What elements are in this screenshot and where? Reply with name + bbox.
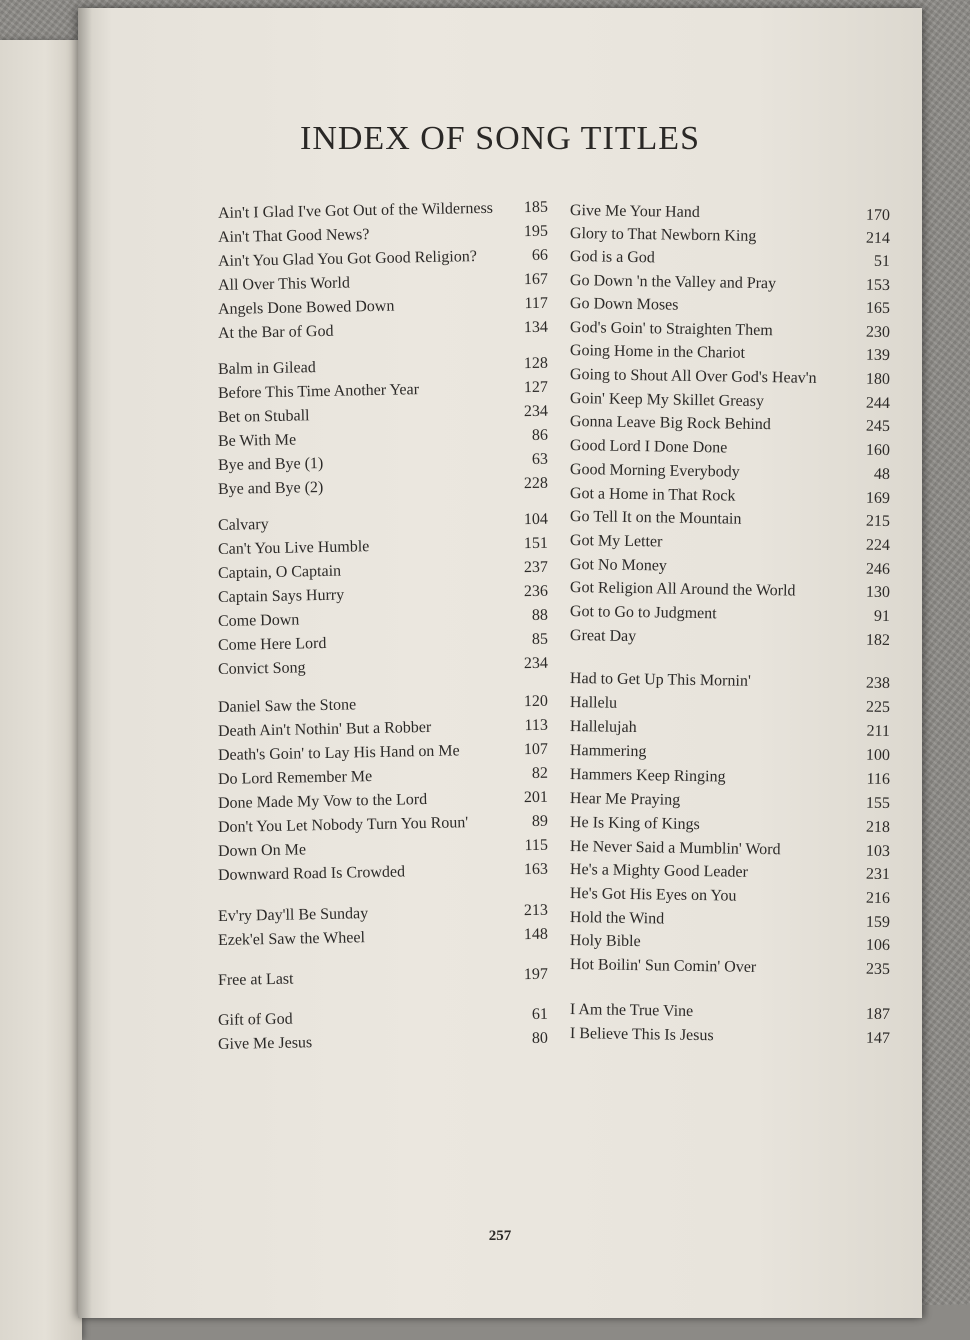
song-title: Had to Get Up This Mornin' — [569, 670, 751, 690]
song-title: Got to Go to Judgment — [569, 603, 717, 623]
song-page: 116 — [866, 770, 891, 789]
song-page: 103 — [865, 842, 891, 861]
song-page: 170 — [865, 206, 891, 225]
song-page: 216 — [865, 889, 891, 908]
index-entry — [570, 716, 890, 743]
song-page: 159 — [865, 913, 891, 932]
song-title: Balm in Gilead — [217, 359, 316, 378]
song-page: 127 — [523, 378, 549, 397]
song-title: Gonna Leave Big Rock Behind — [569, 413, 771, 434]
song-title: Good Morning Everybody — [569, 461, 740, 481]
song-title: Come Here Lord — [217, 634, 327, 654]
song-title: God's Goin' to Straighten Them — [569, 319, 773, 340]
page-title: INDEX OF SONG TITLES — [300, 120, 700, 157]
song-page: 130 — [865, 583, 891, 602]
index-entry — [570, 459, 890, 486]
song-title: Done Made My Vow to the Lord — [217, 790, 428, 812]
song-page: 148 — [523, 925, 549, 944]
song-title: Daniel Saw the Stone — [217, 696, 357, 716]
song-title: Free at Last — [217, 970, 294, 989]
song-page: 197 — [523, 965, 549, 984]
song-page: 66 — [531, 246, 549, 264]
song-title: Hallelu — [569, 694, 618, 712]
song-page: 224 — [865, 536, 891, 555]
song-title: Got My Letter — [569, 532, 663, 551]
song-title: Ain't I Glad I've Got Out of the Wilderness — [217, 199, 494, 222]
song-page: 88 — [531, 606, 549, 624]
song-page: 155 — [865, 794, 891, 813]
song-page: 61 — [531, 1005, 549, 1023]
song-title: Hold the Wind — [569, 909, 665, 928]
song-title: Got No Money — [569, 556, 668, 575]
song-page: 238 — [865, 674, 891, 693]
song-page: 213 — [523, 901, 549, 920]
song-page: 228 — [523, 474, 549, 493]
song-title: Great Day — [569, 627, 637, 646]
song-title: Ain't You Glad You Got Good Religion? — [217, 248, 478, 270]
song-page: 201 — [523, 788, 549, 807]
song-title: I Believe This Is Jesus — [569, 1025, 714, 1045]
song-title: Angels Done Bowed Down — [217, 297, 395, 318]
song-title: Before This Time Another Year — [217, 381, 420, 402]
song-title: He's a Mighty Good Leader — [569, 861, 749, 881]
song-title: Ezek'el Saw the Wheel — [217, 929, 366, 949]
page-number: 257 — [488, 1228, 512, 1244]
song-title: Going to Shout All Over God's Heav'n — [569, 366, 817, 387]
song-title: Death Ain't Nothin' But a Robber — [217, 718, 432, 740]
song-title: Go Tell It on the Mountain — [569, 508, 742, 528]
song-title: He Never Said a Mumblin' Word — [569, 838, 781, 859]
song-page: 231 — [865, 865, 891, 884]
song-page: 120 — [523, 692, 549, 711]
song-title: Hammering — [569, 742, 647, 761]
song-page: 89 — [531, 812, 549, 830]
index-entry — [570, 625, 890, 652]
index-entry — [570, 530, 890, 557]
song-page: 195 — [523, 222, 549, 241]
index-entry — [570, 764, 890, 791]
index-entry — [570, 293, 890, 320]
song-title: Good Lord I Done Done — [569, 437, 728, 457]
index-entry — [218, 653, 548, 681]
index-entry — [570, 954, 890, 981]
song-page: 80 — [531, 1029, 549, 1047]
song-title: He's Got His Eyes on You — [569, 885, 737, 905]
song-title: Going Home in the Chariot — [569, 342, 746, 362]
song-page: 115 — [524, 836, 549, 855]
song-page: 100 — [865, 746, 891, 765]
song-title: Gift of God — [217, 1010, 293, 1029]
index-entry — [218, 317, 548, 345]
song-title: Down On Me — [217, 841, 307, 860]
song-title: Calvary — [217, 516, 269, 534]
song-page: 153 — [865, 276, 891, 295]
song-page: 237 — [523, 558, 549, 577]
song-page: 85 — [531, 630, 549, 648]
song-page: 180 — [865, 370, 891, 389]
song-title: Holy Bible — [569, 932, 641, 951]
song-page: 113 — [524, 716, 549, 735]
song-page: 218 — [865, 818, 891, 837]
index-entry — [570, 601, 890, 628]
song-title: Hallelujah — [569, 718, 637, 737]
song-title: Bye and Bye (2) — [217, 478, 324, 498]
index-entry — [218, 1028, 548, 1056]
book-page — [78, 8, 922, 1318]
left-page-edge — [0, 40, 82, 1340]
index-entry — [570, 506, 890, 533]
song-page: 128 — [523, 354, 549, 373]
song-title: Bye and Bye (1) — [217, 454, 324, 474]
index-entry — [570, 411, 890, 438]
index-entry — [570, 435, 890, 462]
song-title: Bet on Stuball — [217, 407, 310, 426]
song-title: Captain Says Hurry — [217, 586, 345, 606]
song-title: Hammers Keep Ringing — [569, 766, 726, 786]
index-entry — [570, 859, 890, 886]
song-title: At the Bar of God — [217, 322, 334, 342]
song-page: 167 — [523, 270, 549, 289]
song-page: 134 — [523, 318, 549, 337]
song-page: 187 — [865, 1005, 891, 1024]
index-entry — [570, 999, 890, 1026]
song-page: 51 — [873, 252, 891, 271]
song-page: 151 — [523, 534, 549, 553]
song-page: 211 — [866, 722, 891, 741]
song-page: 234 — [523, 654, 549, 673]
song-page: 117 — [524, 294, 549, 313]
index-entry — [570, 364, 890, 391]
index-entry — [570, 930, 890, 957]
index-entry — [218, 473, 548, 501]
song-page: 82 — [531, 764, 549, 782]
song-title: Go Down Moses — [569, 295, 679, 314]
song-title: Captain, O Captain — [217, 562, 342, 582]
song-page: 63 — [531, 450, 549, 468]
song-page: 169 — [865, 489, 891, 508]
song-title: Downward Road Is Crowded — [217, 863, 406, 884]
song-title: All Over This World — [217, 274, 351, 294]
song-title: He Is King of Kings — [569, 814, 700, 834]
index-entry — [570, 812, 890, 839]
song-page: 235 — [865, 960, 891, 979]
song-page: 215 — [865, 512, 891, 531]
song-page: 163 — [523, 860, 549, 879]
song-page: 48 — [873, 465, 891, 484]
index-entry — [218, 964, 548, 992]
index-entry — [570, 883, 890, 910]
song-title: Give Me Jesus — [217, 1034, 313, 1053]
index-entry — [570, 246, 890, 273]
index-entry — [570, 577, 890, 604]
song-title: Do Lord Remember Me — [217, 768, 373, 788]
song-title: God is a God — [569, 248, 656, 267]
song-title: Be With Me — [217, 431, 297, 450]
spine-shadow — [78, 8, 92, 1318]
song-title: Ev'ry Day'll Be Sunday — [217, 905, 369, 925]
song-title: Come Down — [217, 611, 300, 630]
index-entry — [570, 1023, 890, 1050]
song-page: 214 — [865, 229, 891, 248]
index-entry — [570, 340, 890, 367]
song-page: 236 — [523, 582, 549, 601]
song-title: Ain't That Good News? — [217, 226, 370, 246]
song-page: 139 — [865, 346, 891, 365]
song-page: 225 — [865, 698, 891, 717]
song-page: 104 — [523, 510, 549, 529]
song-page: 234 — [523, 402, 549, 421]
song-page: 165 — [865, 299, 891, 318]
song-title: Goin' Keep My Skillet Greasy — [569, 390, 765, 411]
song-page: 86 — [531, 426, 549, 444]
index-entry — [570, 740, 890, 767]
song-title: Convict Song — [217, 659, 306, 678]
index-entry — [570, 788, 890, 815]
song-page: 230 — [865, 323, 891, 342]
song-title: Can't You Live Humble — [217, 538, 370, 558]
index-entry — [570, 668, 890, 695]
song-page: 91 — [873, 607, 891, 626]
song-page: 107 — [523, 740, 549, 759]
song-page: 246 — [865, 560, 891, 579]
index-entry — [570, 692, 890, 719]
song-title: Death's Goin' to Lay His Hand on Me — [217, 742, 460, 764]
song-page: 185 — [523, 198, 549, 217]
song-title: Hot Boilin' Sun Comin' Over — [569, 956, 757, 976]
song-page: 147 — [865, 1029, 891, 1048]
index-entry — [218, 924, 548, 952]
song-title: Glory to That Newborn King — [569, 225, 757, 245]
song-page: 182 — [865, 631, 891, 650]
song-page: 160 — [865, 441, 891, 460]
song-title: Give Me Your Hand — [569, 202, 700, 222]
song-page: 245 — [865, 417, 891, 436]
song-title: Got a Home in That Rock — [569, 485, 736, 505]
song-title: Don't You Let Nobody Turn You Roun' — [217, 814, 469, 836]
song-title: Got Religion All Around the World — [569, 579, 796, 600]
song-page: 106 — [865, 936, 891, 955]
song-page: 244 — [865, 394, 891, 413]
song-title: Go Down 'n the Valley and Pray — [569, 272, 777, 293]
index-entry — [218, 859, 548, 887]
song-title: I Am the True Vine — [569, 1001, 694, 1020]
song-title: Hear Me Praying — [569, 790, 681, 809]
